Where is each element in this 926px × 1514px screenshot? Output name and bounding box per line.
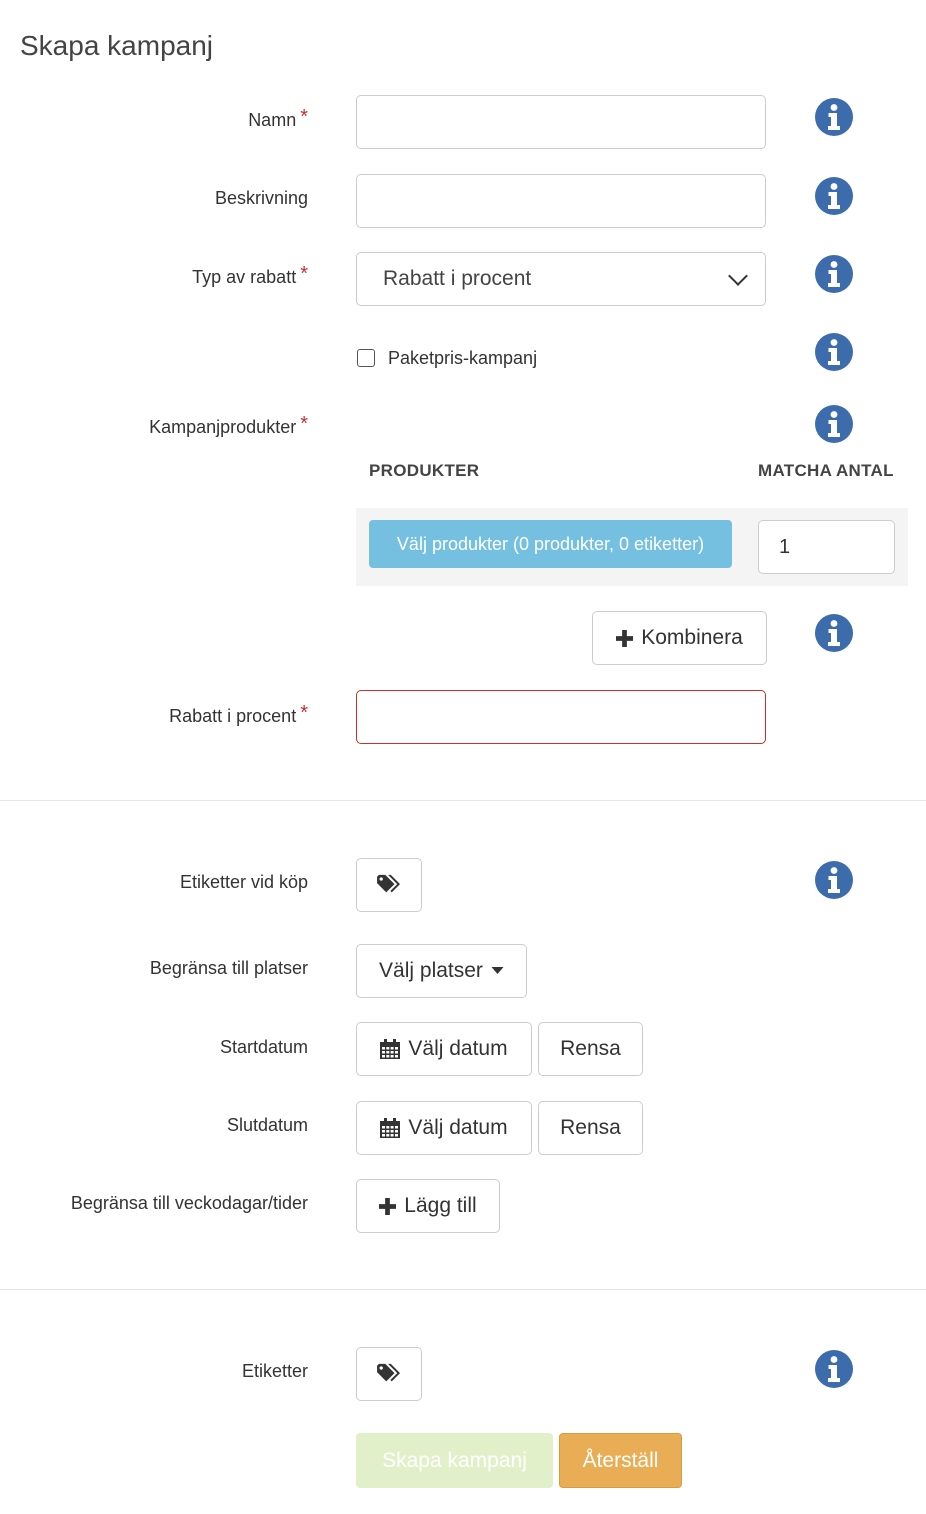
beskrivning-input[interactable] <box>356 174 766 228</box>
column-header-match: MATCHA ANTAL <box>758 461 894 480</box>
select-locations-button[interactable] <box>356 944 527 998</box>
add-weekday-label: Lägg till <box>404 1194 477 1217</box>
chevron-down-icon <box>728 266 748 286</box>
end-date-clear-button[interactable]: Rensa <box>538 1101 643 1155</box>
required-marker: * <box>300 413 308 435</box>
etiketter-vid-kop-label: Etiketter vid köp <box>179 872 308 892</box>
required-marker: * <box>300 106 308 128</box>
select-locations-label: Välj platser <box>379 959 483 982</box>
etiketter-label: Etiketter <box>241 1361 308 1381</box>
tags-button[interactable] <box>356 1347 422 1401</box>
plus-icon <box>379 1198 396 1215</box>
end-date-pick-button[interactable] <box>356 1101 532 1155</box>
create-campaign-button[interactable]: Skapa kampanj <box>356 1433 553 1488</box>
divider <box>0 1289 926 1290</box>
start-date-pick-button[interactable] <box>356 1022 532 1076</box>
select-products-button[interactable]: Välj produkter (0 produkter, 0 etiketter) <box>369 520 732 568</box>
start-date-pick-label: Välj datum <box>408 1037 508 1060</box>
info-icon[interactable] <box>814 332 854 372</box>
paketpris-checkbox[interactable] <box>357 349 375 367</box>
veckodagar-label: Begränsa till veckodagar/tider <box>70 1193 308 1213</box>
info-icon[interactable] <box>814 1349 854 1389</box>
startdatum-label: Startdatum <box>219 1037 308 1057</box>
info-icon[interactable] <box>814 613 854 653</box>
typ-av-rabatt-select[interactable] <box>356 252 766 306</box>
tags-button[interactable] <box>356 858 422 912</box>
plus-icon <box>616 630 633 647</box>
tags-icon <box>376 874 402 896</box>
typ-av-rabatt-label: Typ av rabatt * <box>192 263 308 287</box>
rabatt-i-procent-input[interactable] <box>356 690 766 744</box>
select-value: Rabatt i procent <box>383 267 532 290</box>
rabatt-i-procent-label: Rabatt i procent * <box>169 702 308 726</box>
calendar-icon <box>380 1118 400 1138</box>
required-marker: * <box>300 702 308 724</box>
beskrivning-label: Beskrivning <box>214 188 308 208</box>
kampanjprodukter-label: Kampanjprodukter * <box>149 413 308 437</box>
divider <box>0 800 926 801</box>
tags-icon <box>376 1363 402 1385</box>
page-title: Skapa kampanj <box>20 30 214 61</box>
slutdatum-label: Slutdatum <box>226 1115 308 1135</box>
namn-label: Namn * <box>248 106 308 130</box>
paketpris-label[interactable]: Paketpris-kampanj <box>388 348 538 368</box>
required-marker: * <box>300 263 308 285</box>
end-date-pick-label: Välj datum <box>408 1116 508 1139</box>
combine-button-label: Kombinera <box>641 626 743 649</box>
caret-down-icon <box>491 967 504 975</box>
reset-button[interactable]: Återställ <box>559 1433 682 1488</box>
match-count-input[interactable]: 1 <box>758 520 895 574</box>
platser-label: Begränsa till platser <box>149 958 308 978</box>
combine-button[interactable] <box>592 611 767 665</box>
info-icon[interactable] <box>814 860 854 900</box>
calendar-icon <box>380 1039 400 1059</box>
namn-input[interactable] <box>356 95 766 149</box>
info-icon[interactable] <box>814 97 854 137</box>
add-weekday-button[interactable] <box>356 1179 500 1233</box>
start-date-clear-button[interactable]: Rensa <box>538 1022 643 1076</box>
info-icon[interactable] <box>814 404 854 444</box>
info-icon[interactable] <box>814 254 854 294</box>
column-header-products: PRODUKTER <box>369 461 480 480</box>
info-icon[interactable] <box>814 176 854 216</box>
